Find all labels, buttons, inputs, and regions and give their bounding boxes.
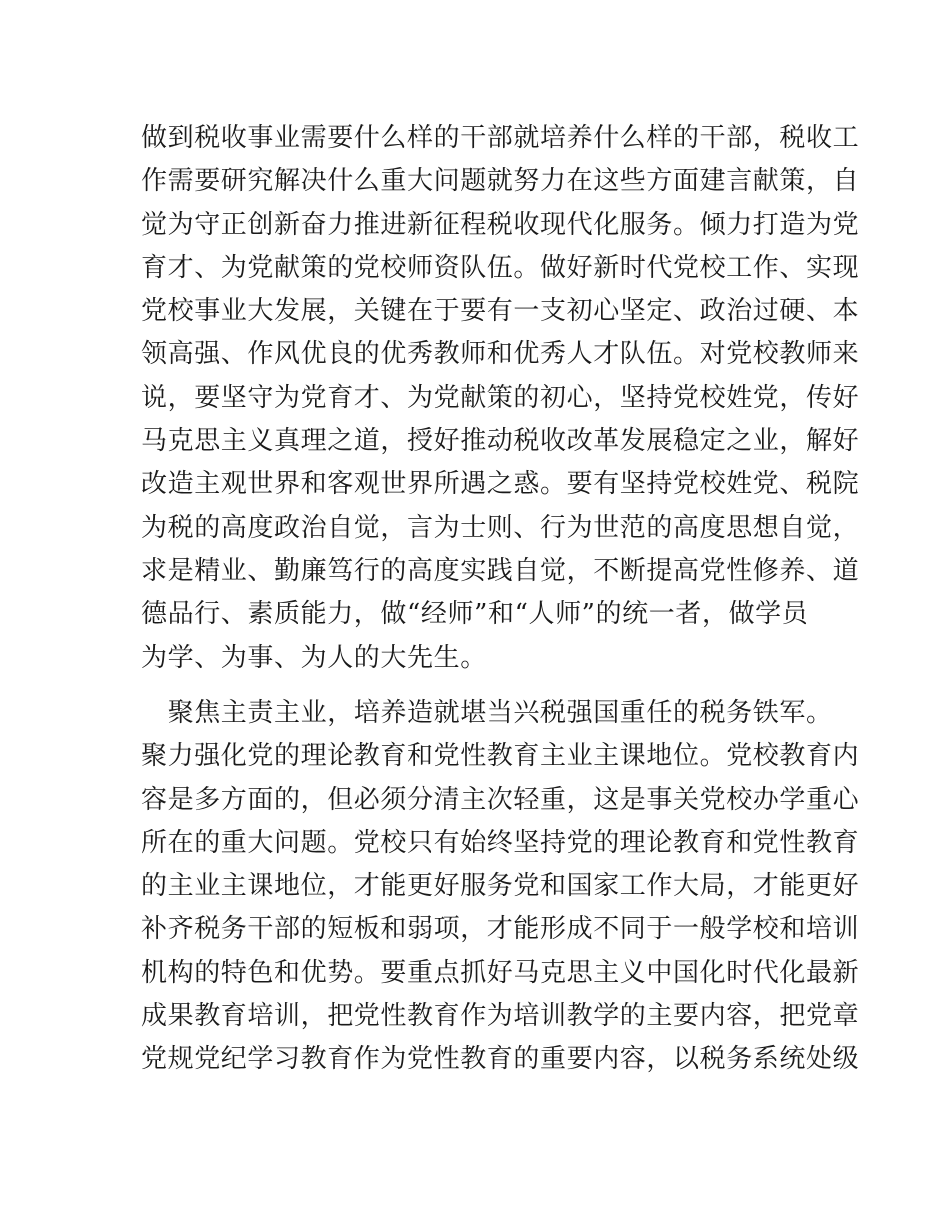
text-line: 德品行、素质能力，做“经师”和“人师”的统一者，做学员 (141, 599, 809, 630)
text-line: 领高强、作风优良的优秀教师和优秀人才队伍。对党校教师来 (141, 339, 860, 370)
text-line: 党校事业大发展，关键在于要有一支初心坚定、政治过硬、本 (141, 296, 860, 327)
paragraph (141, 117, 859, 680)
text-line: 做到税收事业需要什么样的干部就培养什么样的干部，税收工 (141, 123, 860, 153)
text-line: 聚力强化党的理论教育和党性教育主业主课地位。党校教育内 (141, 741, 860, 772)
text-line: 说，要坚守为党育才、为党献策的初心，坚持党校姓党，传好 (141, 382, 860, 413)
text-line: 所在的重大问题。党校只有始终坚持党的理论教育和党性教育 (141, 827, 860, 858)
paragraph (141, 692, 859, 1082)
text-line: 求是精业、勤廉笃行的高度实践自觉，不断提高党性修养、道 (141, 555, 860, 586)
text-line: 改造主观世界和客观世界所遇之惑。要有坚持党校姓党、税院 (141, 469, 860, 500)
text-line: 党规党纪学习教育作为党性教育的重要内容，以税务系统处级 (141, 1044, 860, 1075)
text-line: 觉为守正创新奋力推进新征程税收现代化服务。倾力打造为党 (141, 209, 860, 240)
text-line: 机构的特色和优势。要重点抓好马克思主义中国化时代化最新 (141, 957, 860, 988)
text-line: 为税的高度政治自觉，言为士则、行为世范的高度思想自觉， (141, 512, 860, 543)
text-line: 的主业主课地位，才能更好服务党和国家工作大局，才能更好 (141, 871, 860, 902)
text-line: 聚焦主责主业，培养造就堪当兴税强国重任的税务铁军。 (141, 698, 833, 728)
text-line: 补齐税务干部的短板和弱项，才能形成不同于一般学校和培训 (141, 914, 860, 945)
text-line: 马克思主义真理之道，授好推动税收改革发展稳定之业，解好 (141, 426, 860, 457)
text-line: 为学、为事、为人的大先生。 (141, 642, 487, 673)
text-line: 作需要研究解决什么重大问题就努力在这些方面建言献策，自 (141, 166, 860, 197)
text-line: 容是多方面的，但必须分清主次轻重，这是事关党校办学重心 (141, 784, 860, 815)
text-line: 育才、为党献策的党校师资队伍。做好新时代党校工作、实现 (141, 252, 860, 283)
text-line: 成果教育培训，把党性教育作为培训教学的主要内容，把党章 (141, 1001, 860, 1032)
